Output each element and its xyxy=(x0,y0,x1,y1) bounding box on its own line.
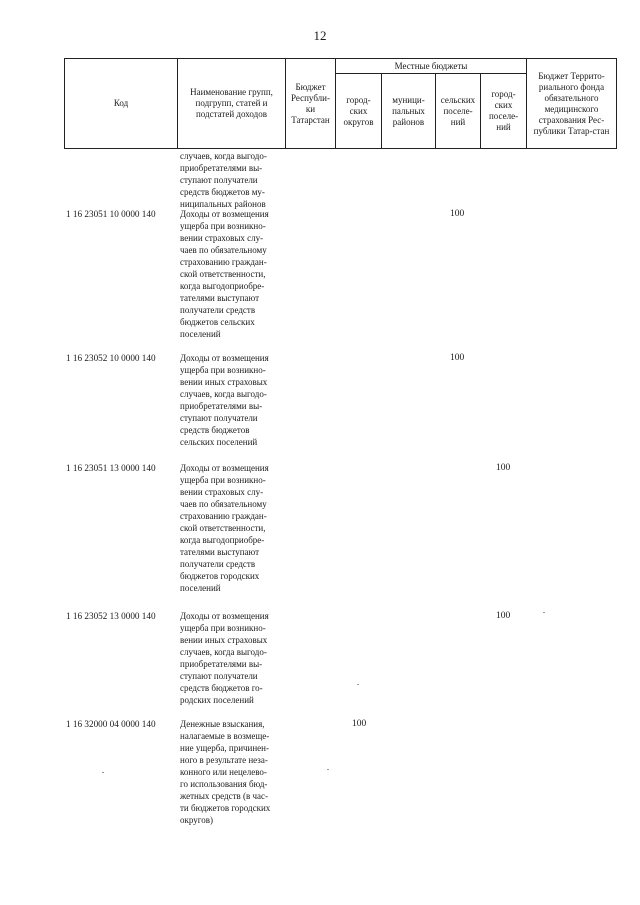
row-name: Денежные взыскания, налагаемые в возмеще- ние ущерба, причинен- ного в результате неза- конного или нецелево- го использования бюд- жетных средств (в час- ти бюджетов городских округов) xyxy=(180,719,271,825)
header-name: Наименование групп, подгрупп, статей и подстатей доходов xyxy=(178,59,286,149)
header-fund: Бюджет Террито-риального фонда обязательного медицинского страхования Рес-публики Татар-стан xyxy=(527,59,617,149)
scan-speck xyxy=(357,684,359,685)
row-value: 100 xyxy=(496,611,511,621)
row-name: Доходы от возмещения ущерба при возникно- вении страховых слу- чаев по обязательному страхованию граждан- ской ответственности, когда выгодоприобре- тателями выступают получатели средств бюджетов городских поселений xyxy=(180,463,269,593)
row-value: 100 xyxy=(450,209,465,219)
scan-speck xyxy=(543,612,545,613)
header-local-budgets: Местные бюджеты xyxy=(336,59,527,74)
table-header xyxy=(64,58,617,149)
row-code: 1 16 23052 13 0000 140 xyxy=(66,611,156,621)
row-value: 100 xyxy=(352,719,367,729)
scan-speck xyxy=(327,769,329,770)
header-rural-settlements: сельских поселе-ний xyxy=(436,74,481,149)
row-code: 1 16 23052 10 0000 140 xyxy=(66,353,156,363)
header-municipal-districts: муници-пальных районов xyxy=(382,74,436,149)
row-value: 100 xyxy=(450,353,465,363)
row-name: Доходы от возмещения ущерба при возникно- вении иных страховых случаев, когда выгодо- приобретателями вы- ступают получатели средств бюджетов сельских поселений xyxy=(180,353,269,447)
page-number: 12 xyxy=(313,28,327,43)
row-code: 1 16 23051 10 0000 140 xyxy=(66,209,156,219)
row-code: 1 16 23051 13 0000 140 xyxy=(66,463,156,473)
row-value: 100 xyxy=(496,463,511,473)
header-code: Код xyxy=(65,59,178,149)
header-urban-settlements: город-ских поселе-ний xyxy=(481,74,527,149)
row-name: Доходы от возмещения ущерба при возникно- вении иных страховых случаев, когда выгодо- приобретателями вы- ступают получатели средств бюджетов го- родских поселений xyxy=(180,611,269,705)
row-name: Доходы от возмещения ущерба при возникно- вении страховых слу- чаев по обязательному страхованию граждан- ской ответственности, когда выгодоприобре- тателями выступают получатели средств бюджетов сельских поселений xyxy=(180,209,269,339)
row-code: 1 16 32000 04 0000 140 xyxy=(66,719,156,729)
header-budget-rt: Бюджет Республи-ки Татарстан xyxy=(286,59,336,149)
header-urban-districts: город-ских округов xyxy=(336,74,382,149)
scan-speck xyxy=(102,772,104,773)
continuation-text: случаев, когда выгодо- приобретателями вы- ступают получатели средств бюджетов му- ниципальных районов xyxy=(180,151,267,209)
